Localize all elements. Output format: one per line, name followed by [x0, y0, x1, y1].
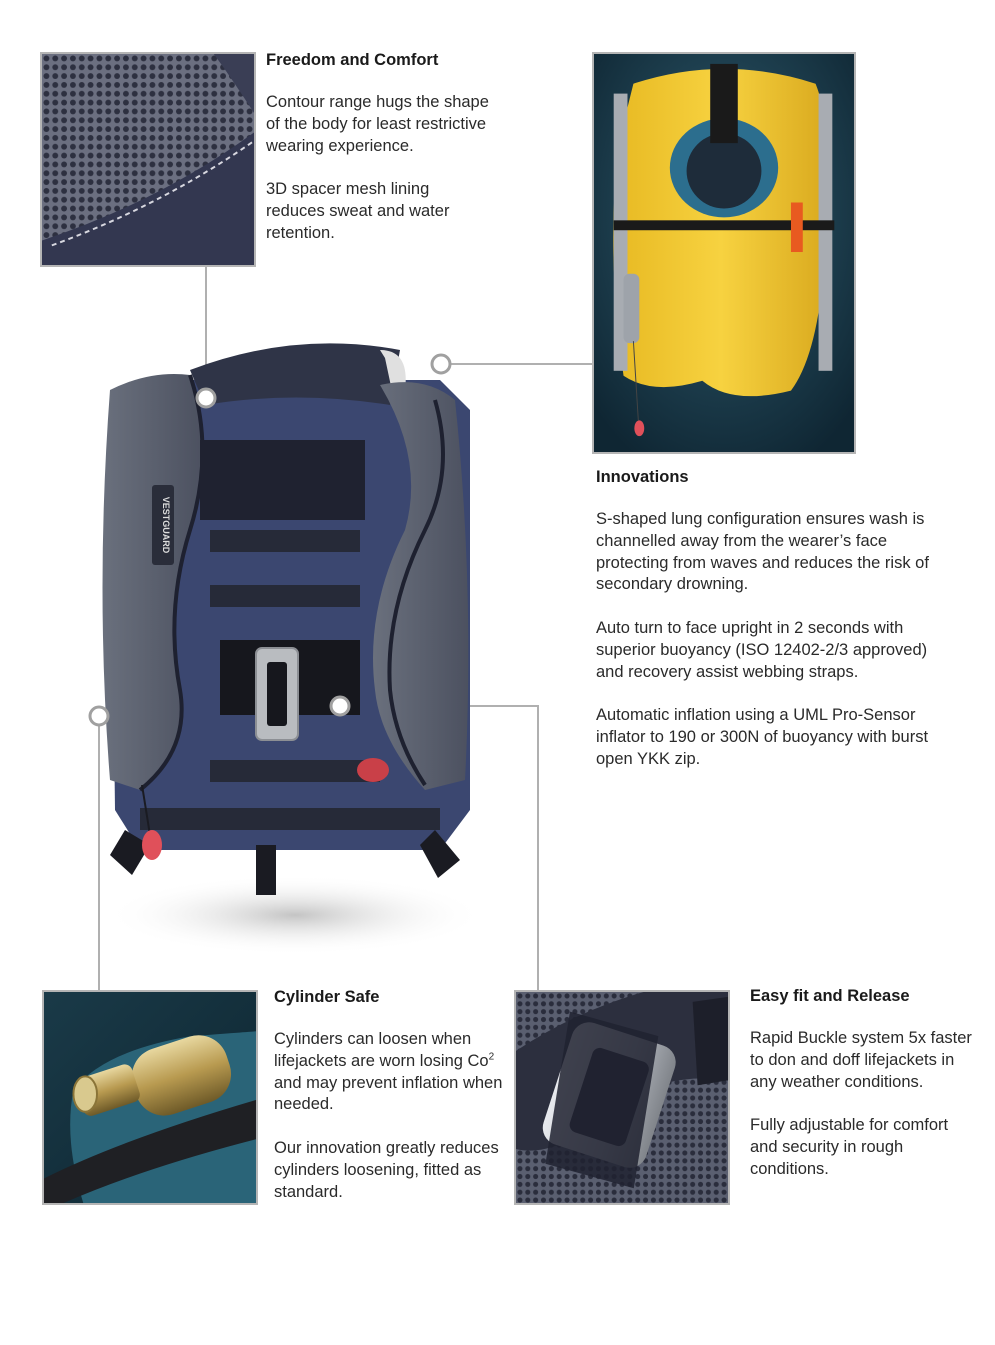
buckle-photo [514, 990, 730, 1205]
easyfit-callout-dot [331, 697, 349, 715]
feature-title: Cylinder Safe [274, 988, 380, 1006]
mesh-lining-photo [40, 52, 256, 267]
vest-brand-label: VESTGUARD [161, 496, 171, 554]
superscript-2: 2 [488, 1051, 495, 1063]
feature-easy-fit-release [750, 986, 976, 1181]
feature-paragraph: 3D spacer mesh lining reduces sweat and water retention. [266, 180, 450, 242]
feature-paragraph-text: Cylinders can loosen when lifejackets are worn losing Co [274, 1030, 489, 1070]
vest-illustration [80, 330, 510, 970]
inflated-lifejacket-photo [592, 52, 856, 454]
cylinder-callout-dot [90, 707, 108, 725]
feature-paragraph: S-shaped lung configuration ensures wash is channelled away from the wearer’s face protecting from waves and reduces the risk of secondary drowning. [596, 510, 929, 594]
feature-paragraph: Automatic inflation using a UML Pro-Sensor inflator to 190 or 300N of buoyancy with burst open YKK zip. [596, 706, 929, 768]
feature-paragraph [274, 1029, 506, 1116]
feature-paragraph: Rapid Buckle system 5x faster to don and doff lifejackets in any weather conditions. [750, 1029, 972, 1091]
feature-cylinder-safe [274, 987, 506, 1203]
feature-paragraph: Contour range hugs the shape of the body for least restrictive wearing experience. [266, 93, 489, 155]
feature-paragraph-text: and may prevent inflation when needed. [274, 1073, 503, 1114]
freedom-callout-dot [197, 389, 215, 407]
feature-paragraph: Our innovation greatly reduces cylinders loosening, fitted as standard. [274, 1138, 499, 1201]
innovations-callout-dot [432, 355, 450, 373]
feature-paragraph: Auto turn to face upright in 2 seconds with superior buoyancy (ISO 12402-2/3 approved) and recovery assist webbing straps. [596, 618, 928, 681]
feature-freedom-comfort [266, 50, 491, 245]
cylinder-photo [42, 990, 258, 1205]
feature-innovations [596, 467, 956, 771]
feature-paragraph: Fully adjustable for comfort and security in rough conditions. [750, 1116, 949, 1178]
feature-title: Easy fit and Release [750, 987, 910, 1005]
feature-title: Freedom and Comfort [266, 51, 439, 69]
feature-title: Innovations [596, 468, 689, 486]
